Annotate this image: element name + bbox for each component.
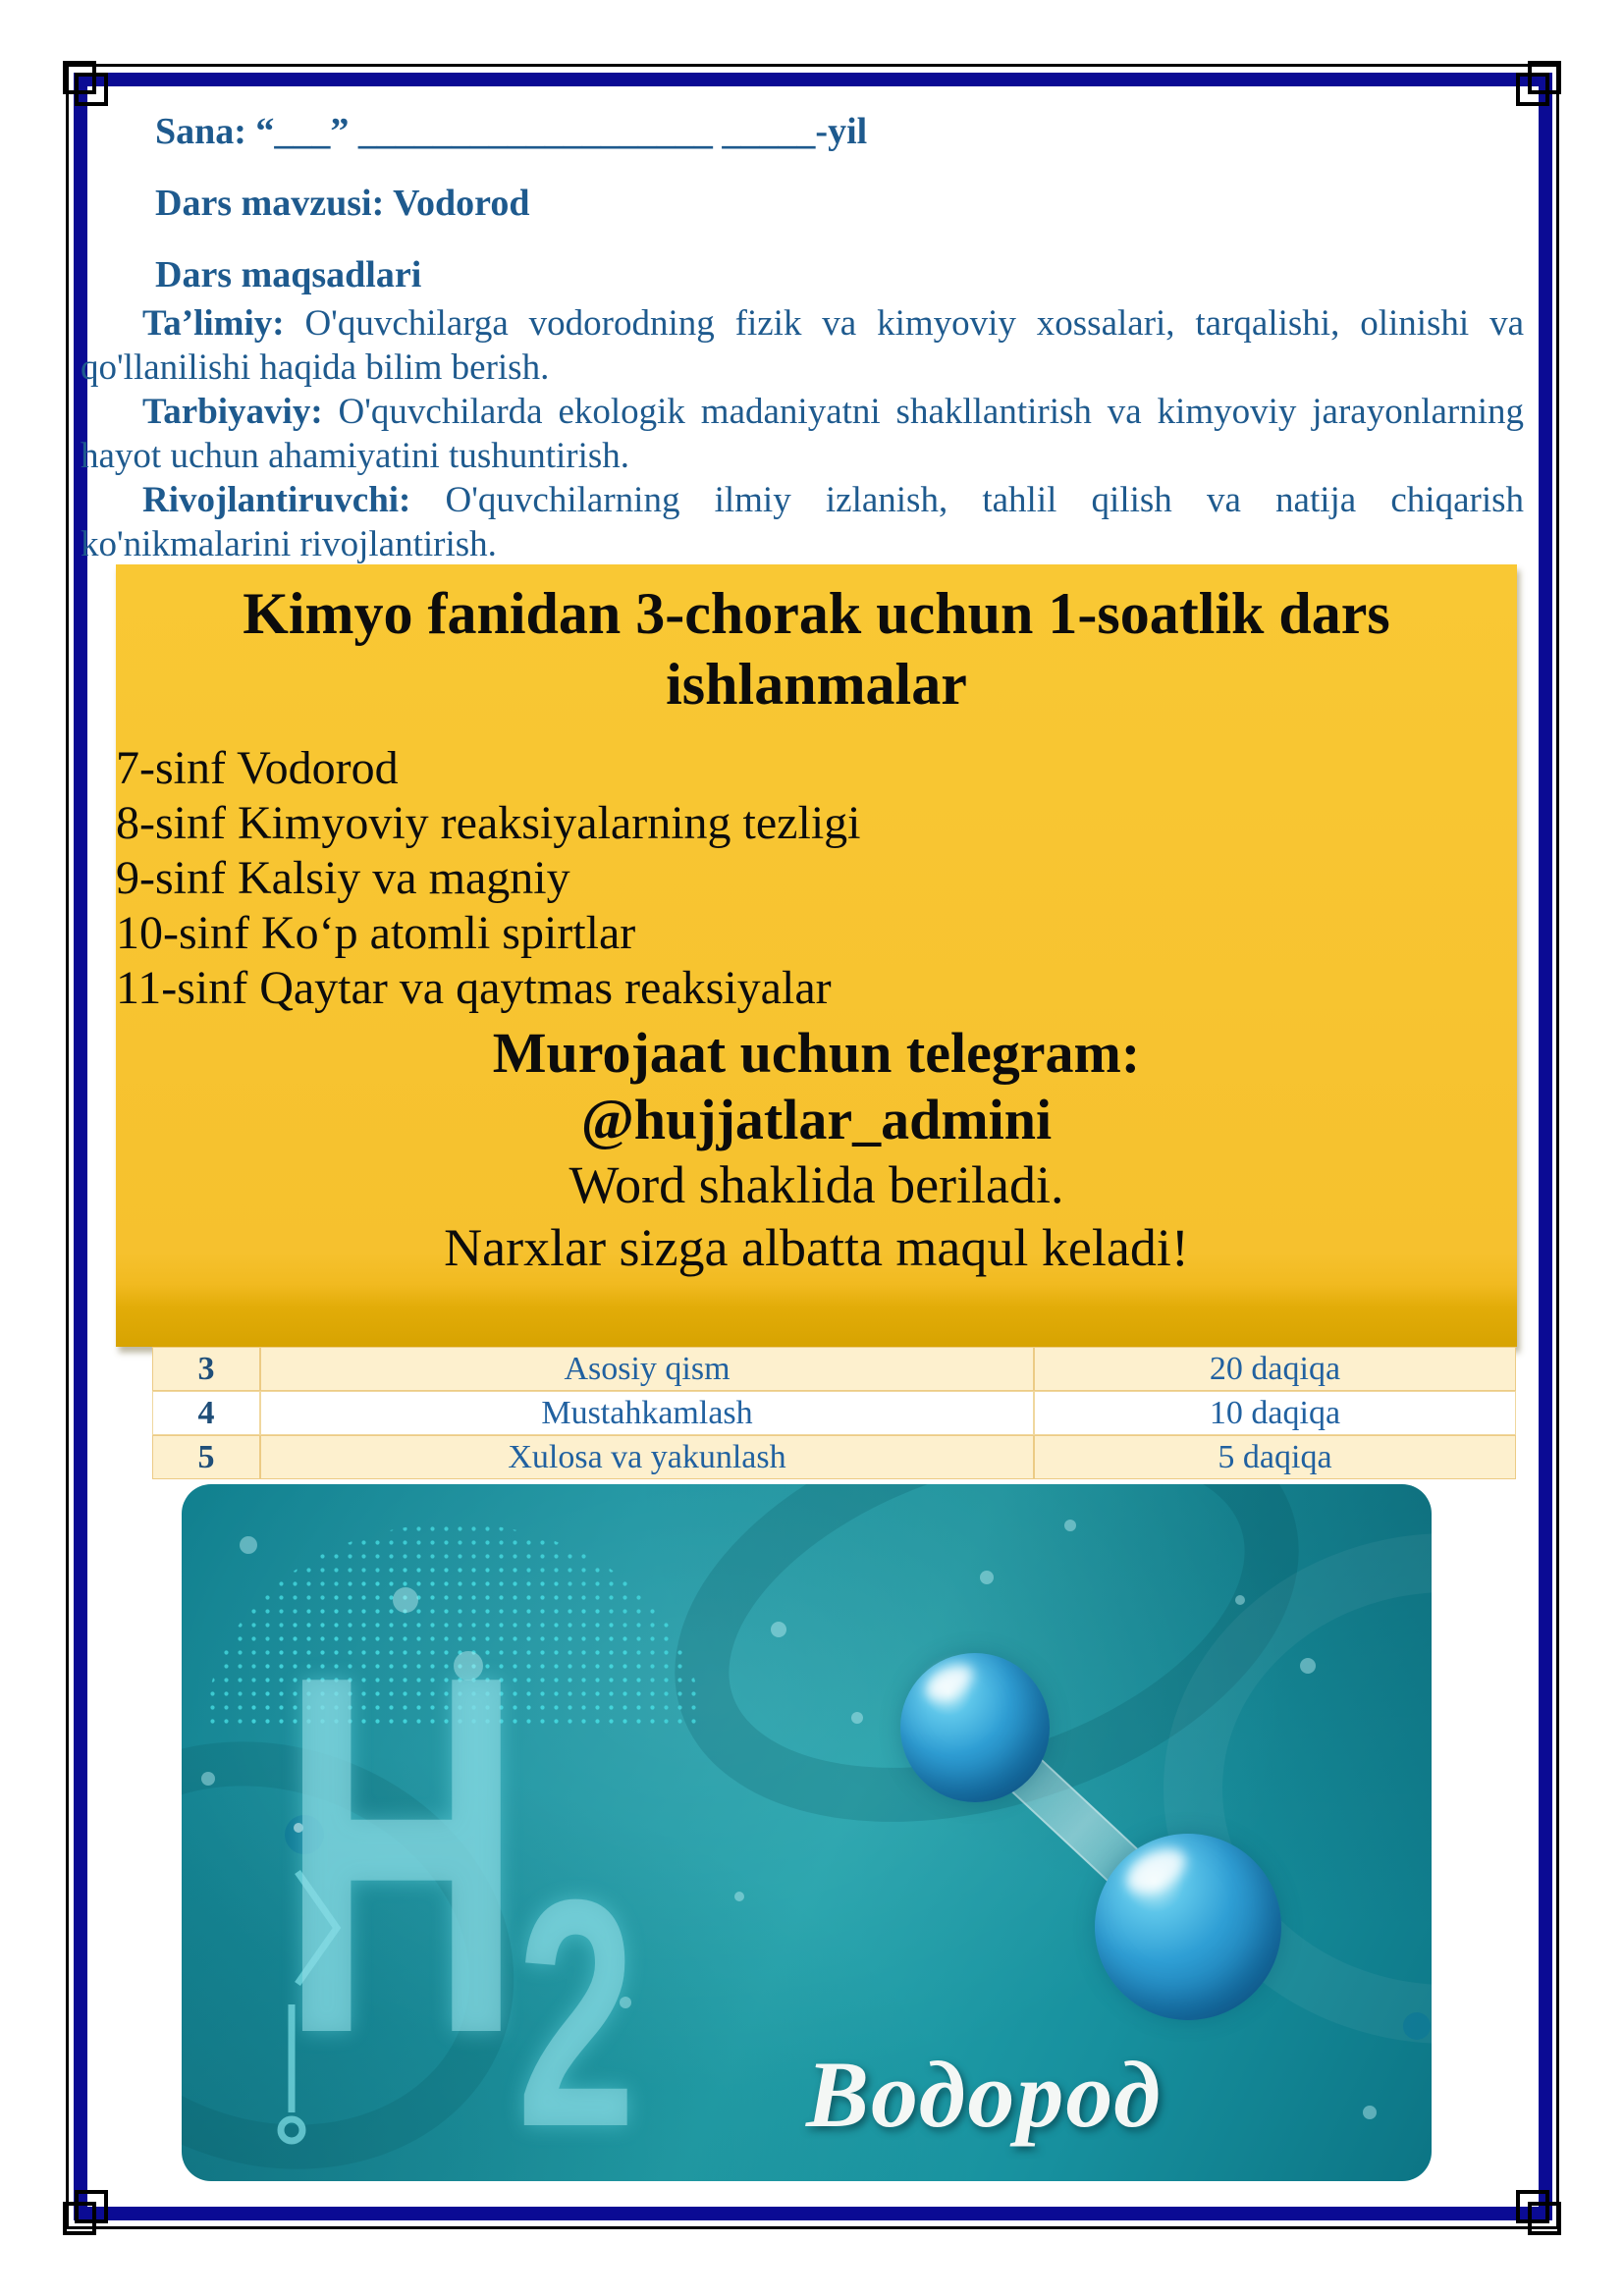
advert-banner (116, 564, 1517, 1347)
formula-2: 2 (516, 1832, 636, 2181)
molecule-atom-1 (900, 1653, 1050, 1802)
stage-name: Mustahkamlash (260, 1391, 1034, 1435)
schedule-table (152, 1347, 1516, 1479)
goal-text: O'quvchilarda ekologik madaniyatni shakllantirish va kimyoviy jarayonlarning hayot uchun ahamiyatini tushuntirish. (81, 392, 1525, 476)
row-number: 3 (152, 1347, 260, 1391)
telegram-contact-heading: Murojaat uchun telegram: (492, 1021, 1141, 1085)
corner-ornament-bottom-left (75, 2190, 108, 2223)
grade-item: 8-sinf Kimyoviy reaksiyalarning tezligi (116, 797, 861, 849)
goal-upbringing (81, 390, 1524, 478)
banner-note-price: Narxlar sizga albatta maqul keladi! (444, 1218, 1189, 1277)
stage-name: Xulosa va yakunlash (260, 1435, 1034, 1479)
stage-name: Asosiy qism (260, 1347, 1034, 1391)
date-line: Sana: “___” ___________________ _____-yil (155, 111, 868, 152)
goal-label: Tarbiyaviy: (142, 392, 323, 432)
corner-ornament-top-left (75, 73, 108, 106)
goal-developing (81, 478, 1524, 566)
grade-item: 11-sinf Qaytar va qaytmas reaksiyalar (116, 962, 832, 1014)
illustration-caption: Водород (806, 2042, 1163, 2147)
telegram-handle: @hujjatlar_admini (580, 1088, 1053, 1151)
corner-ornament-top-right (1516, 73, 1549, 106)
grade-item: 7-sinf Vodorod (116, 742, 399, 794)
banner-title: Kimyo fanidan 3-chorak uchun 1-soatlik dars ishlanmalar (243, 581, 1390, 717)
banner-grade-list (116, 741, 1517, 1016)
goals-heading: Dars maqsadlari (155, 254, 422, 295)
topic-line: Dars mavzusi: Vodorod (155, 183, 530, 224)
goal-text: O'quvchilarga vodorodning fizik va kimyoviy xossalari, tarqalishi, olinishi va qo'llanilishi haqida bilim berish. (81, 303, 1524, 388)
lesson-header (81, 110, 1524, 566)
stage-duration: 10 daqiqa (1034, 1391, 1516, 1435)
formula-h: H (280, 1570, 523, 2140)
row-number: 5 (152, 1435, 260, 1479)
h2-formula-text (280, 1570, 642, 2181)
grade-item: 9-sinf Kalsiy va magniy (116, 852, 570, 904)
stage-duration: 5 daqiqa (1034, 1435, 1516, 1479)
goal-label: Ta’limiy: (142, 303, 285, 344)
grade-item: 10-sinf Ko‘p atomli spirtlar (116, 907, 636, 959)
stage-duration: 20 daqiqa (1034, 1347, 1516, 1391)
goal-text: O'quvchilarning ilmiy izlanish, tahlil qilish va natija chiqarish ko'nikmalarini rivojlantirish. (81, 480, 1524, 564)
banner-note-word: Word shaklida beriladi. (568, 1155, 1064, 1214)
row-number: 4 (152, 1391, 260, 1435)
goal-educational (81, 301, 1524, 390)
hydrogen-illustration (182, 1484, 1432, 2181)
goal-label: Rivojlantiruvchi: (142, 480, 411, 520)
molecule-atom-2 (1095, 1834, 1281, 2020)
corner-ornament-bottom-right (1516, 2190, 1549, 2223)
